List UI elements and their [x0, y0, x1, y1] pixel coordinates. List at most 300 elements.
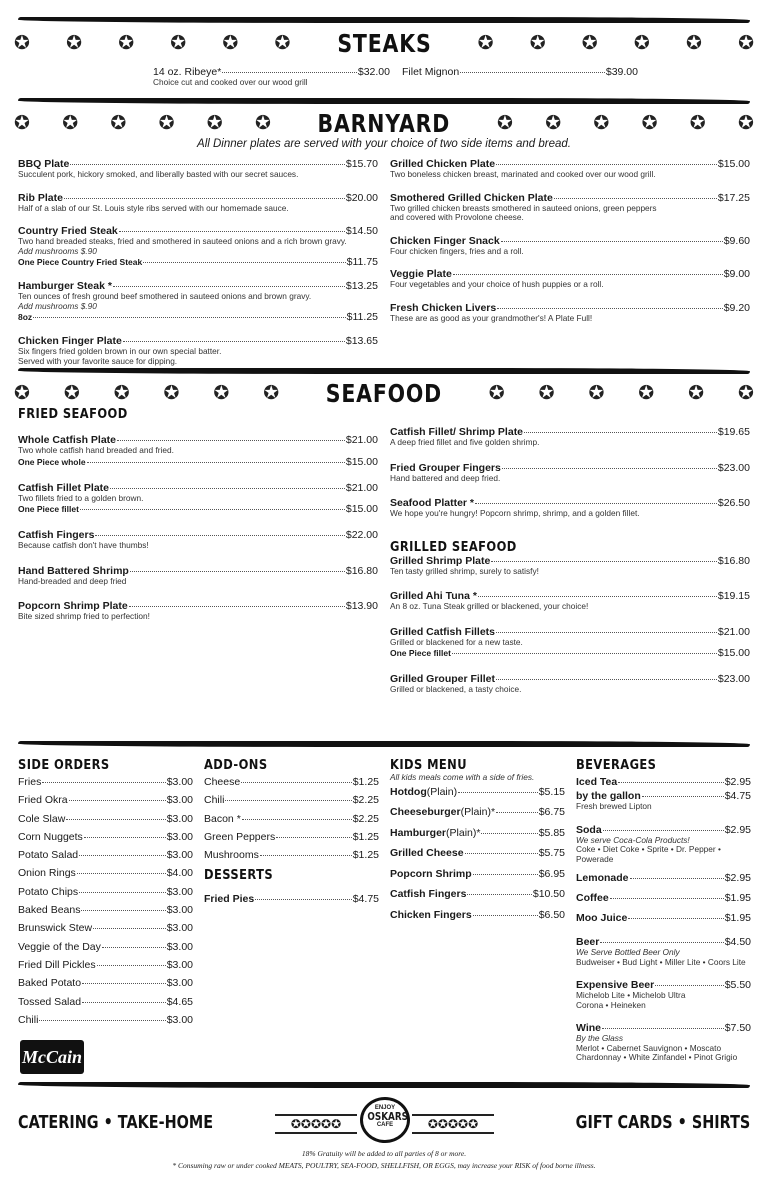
star-icon: ✪ [488, 381, 505, 404]
item-price: $16.80 [345, 564, 378, 577]
fried-seafood-list [18, 434, 378, 622]
item-row [576, 912, 751, 924]
item-name-text: Catfish Fingers [18, 529, 95, 541]
dot-leader [97, 965, 166, 966]
item-desc: Choice cut and cooked over our wood grill [153, 77, 308, 87]
star-icon: ✪ [593, 111, 610, 134]
item-desc: Fresh brewed Lipton [576, 801, 652, 811]
dot-leader [496, 632, 717, 633]
menu-item [18, 794, 193, 806]
item-price: $3.00 [166, 922, 193, 935]
star-icon: ✪ [685, 31, 702, 54]
item-name-text: Fried Pies [204, 893, 255, 906]
star-icon: ✪ [263, 381, 280, 404]
item-row [18, 831, 193, 843]
item-price: $2.95 [724, 823, 751, 836]
item-row [390, 888, 565, 900]
menu-item [390, 806, 565, 818]
star-icon: ✪ [163, 381, 180, 404]
dot-leader [452, 653, 717, 654]
item-name [18, 996, 81, 1008]
menu-item [390, 888, 565, 900]
menu-item [390, 497, 750, 519]
add-ons [204, 757, 379, 912]
item-name [18, 977, 81, 989]
star-icon: ✪ [641, 111, 658, 134]
item-note: By the Glass [576, 1033, 624, 1043]
item-name-text: by the gallon [576, 790, 641, 802]
dot-leader [453, 274, 723, 275]
item-sub-price: $11.25 [346, 311, 378, 323]
dot-leader [87, 462, 345, 463]
dot-leader [618, 782, 723, 783]
item-price: $2.25 [352, 812, 379, 825]
beverages-list [576, 776, 751, 1063]
dot-leader [481, 833, 537, 834]
item-name [18, 904, 80, 916]
item-name-text: Hand Battered Shrimp [18, 564, 129, 577]
item-price: $21.00 [345, 434, 378, 446]
item-name: Filet Mignon [402, 66, 460, 78]
item-row [204, 794, 379, 806]
menu-item [18, 434, 378, 468]
star-icon: ✪ [254, 111, 271, 134]
item-note: We Serve Bottled Beer Only [576, 947, 680, 957]
menu-item [18, 996, 193, 1008]
item-name-text: Country Fried Steak [18, 225, 118, 237]
dot-leader [491, 561, 717, 562]
dot-leader [42, 782, 165, 783]
dot-leader [465, 853, 538, 854]
item-row [18, 886, 193, 898]
star-icon: ✪ [538, 381, 555, 404]
menu-item [390, 462, 750, 484]
dot-leader [81, 910, 165, 911]
menu-item [390, 268, 750, 290]
steak-filet [402, 66, 638, 78]
item-price: $6.50 [538, 908, 565, 921]
item-sub-name: One Piece fillet [390, 648, 451, 658]
item-price: $3.00 [166, 1013, 193, 1026]
item-price: $26.50 [717, 497, 750, 509]
star-icon: ✪ [113, 381, 130, 404]
item-price: $23.00 [717, 461, 750, 474]
item-name-text: Veggie Plate [390, 268, 452, 280]
item-sub-row [18, 256, 378, 268]
menu-item [18, 192, 378, 214]
item-name [390, 868, 472, 880]
item-row [390, 626, 750, 638]
item-sub-price: $15.00 [717, 647, 750, 659]
item-name: 14 oz. Ribeye* [153, 66, 222, 78]
item-name-text: Hamburger [390, 826, 447, 839]
dot-leader [467, 894, 531, 895]
item-name-text: Wine [576, 1022, 601, 1034]
item-name [576, 912, 627, 924]
item-name [204, 831, 275, 843]
item-price: $14.50 [345, 225, 378, 237]
item-price: $7.50 [724, 1022, 751, 1034]
item-row [204, 849, 379, 861]
dot-leader [497, 308, 723, 309]
item-row [390, 868, 565, 880]
menu-item [576, 824, 751, 865]
item-row [204, 893, 379, 905]
dot-leader [502, 468, 717, 469]
dot-leader [119, 231, 345, 232]
item-row [18, 776, 193, 788]
menu-item [18, 867, 193, 879]
item-plain-label: (Plain)* [460, 806, 496, 818]
item-price: $9.00 [723, 268, 750, 280]
item-row [390, 235, 750, 247]
item-sub-price: $15.00 [345, 455, 378, 468]
item-desc: Chardonnay • White Zinfandel • Pinot Grigio [576, 1052, 738, 1062]
dot-leader [93, 928, 166, 929]
dot-leader [113, 286, 345, 287]
menu-item [204, 794, 379, 806]
logo-bottom-text: CAFE [376, 1122, 394, 1128]
item-note: We serve Coca-Cola Products! [576, 834, 690, 845]
star-icon: ✪ [545, 111, 562, 134]
gift-cards-banner: GIFT CARDS • SHIRTS [575, 1112, 750, 1133]
item-desc: Two fillets fried to a golden brown. [18, 492, 144, 503]
menu-item [576, 912, 751, 924]
menu-item [390, 158, 750, 180]
item-price: $3.00 [166, 904, 193, 917]
item-price: $3.00 [166, 885, 193, 898]
desserts-heading: DESSERTS [204, 867, 274, 884]
item-price: $6.95 [538, 867, 565, 880]
star-icon: ✪ [497, 111, 513, 134]
item-name-text: Soda [576, 823, 602, 836]
item-name [576, 776, 617, 788]
star-icon: ✪ [529, 31, 546, 54]
menu-item [18, 886, 193, 898]
menu-item [18, 849, 193, 861]
item-row [18, 922, 193, 934]
item-name-text: Bacon * [204, 812, 241, 825]
item-name [18, 794, 68, 806]
menu-item [390, 868, 565, 880]
menu-item [390, 302, 750, 324]
item-name-text: Grilled Grouper Fillet [390, 673, 496, 685]
item-desc: Coke • Diet Coke • Sprite • Dr. Pepper • Powerade [576, 844, 721, 864]
menu-item [18, 813, 193, 825]
item-desc: Two hand breaded steaks, fried and smothered in sauteed onions and a rich brown gravy. [18, 236, 347, 246]
logo-top-text: ENJOY [374, 1105, 396, 1111]
item-price: $21.00 [717, 625, 750, 638]
item-plain-label: (Plain)* [446, 826, 481, 839]
dot-leader [130, 571, 345, 572]
item-desc: Served with your favorite sauce for dipping. [18, 355, 178, 366]
item-price: $2.95 [724, 776, 751, 788]
item-row [390, 302, 750, 314]
item-price: $13.90 [345, 600, 378, 612]
section-title: BARNYARD [317, 108, 451, 138]
dot-leader [79, 855, 166, 856]
item-name [18, 776, 41, 788]
item-row [18, 904, 193, 916]
item-name [204, 794, 224, 806]
fried-seafood-list-right [390, 426, 750, 519]
star-icon: ✪ [588, 381, 605, 404]
item-row [390, 806, 565, 818]
item-name [18, 922, 92, 934]
kids-menu-heading: KIDS MENU [390, 757, 467, 773]
item-row [390, 847, 565, 859]
dot-leader [255, 899, 352, 900]
star-icon: ✪ [689, 111, 706, 134]
star-icon: ✪ [14, 31, 30, 54]
fried-seafood-heading: FRIED SEAFOOD [18, 406, 128, 422]
item-desc: Four chicken fingers, fries and a roll. [390, 245, 524, 256]
item-name [18, 482, 109, 494]
star-icon: ✪ [14, 381, 30, 404]
star-icon: ✪ [638, 381, 655, 404]
item-price: $5.75 [538, 847, 565, 859]
item-name-text: Seafood Platter * [390, 497, 475, 509]
kids-note: All kids meals come with a side of fries. [390, 772, 535, 782]
seafood-right [390, 426, 750, 709]
item-row [18, 849, 193, 861]
side-orders-list [18, 776, 193, 1026]
logo-name-text: OSKARS [367, 1110, 408, 1123]
menu-item [18, 1014, 193, 1026]
dot-leader [260, 855, 352, 856]
item-name-text: Chili [18, 1013, 39, 1026]
divider [18, 368, 750, 374]
item-name-text: Iced Tea [576, 776, 618, 788]
item-name [204, 776, 240, 788]
item-name-text: Brunswick Stew [18, 922, 93, 935]
item-row [576, 776, 751, 788]
item-name-text: Coffee [576, 892, 609, 904]
item-desc: Hand-breaded and deep fried [18, 575, 127, 586]
item-price: $23.00 [717, 673, 750, 685]
item-row [204, 831, 379, 843]
item-desc: and covered with Provolone cheese. [390, 212, 524, 222]
menu-item [18, 158, 378, 180]
dot-leader [102, 947, 166, 948]
dot-leader [554, 198, 717, 199]
item-desc: Two grilled chicken breasts smothered in sauteed onions, green peppers [390, 202, 657, 213]
item-name [18, 813, 65, 825]
seafood-left [18, 406, 378, 636]
item-name-text: Catfish Fillet/ Shrimp Plate [390, 426, 524, 438]
item-name [576, 892, 609, 904]
item-note: Add mushrooms $.90 [18, 300, 97, 311]
item-row [390, 909, 565, 921]
item-name [390, 847, 464, 859]
item-name [18, 959, 96, 971]
item-name [390, 235, 500, 247]
item-name-text: Mushrooms [204, 849, 259, 862]
item-name [204, 813, 241, 825]
item-desc: Hand battered and deep fried. [390, 472, 501, 483]
item-sub-row [18, 311, 378, 323]
item-row [18, 867, 193, 879]
item-name-text: Hamburger Steak * [18, 280, 112, 292]
item-desc: We hope you're hungry! Popcorn shrimp, shrimp, and a golden fillet. [390, 508, 640, 518]
mccain-logo [20, 1040, 84, 1074]
item-name [576, 872, 629, 884]
dot-leader [241, 782, 352, 783]
item-row [204, 813, 379, 825]
seafood-header [14, 378, 754, 408]
menu-item [204, 813, 379, 825]
menu-item [18, 941, 193, 953]
item-name-text: Smothered Grilled Chicken Plate [390, 191, 553, 204]
dot-leader [628, 918, 723, 919]
star-icon: ✪ [206, 111, 223, 134]
grilled-seafood-list [390, 555, 750, 695]
menu-item [390, 426, 750, 448]
menu-item [576, 1022, 751, 1063]
item-desc: Six fingers fried golden brown in our own special batter. [18, 346, 222, 356]
menu-item [390, 673, 750, 695]
item-price: $4.75 [352, 893, 379, 906]
item-price: $5.15 [538, 785, 565, 798]
item-name-text: Hotdog [390, 785, 427, 798]
item-name [390, 555, 490, 567]
item-name-text: Tossed Salad [18, 995, 82, 1008]
menu-item [390, 847, 565, 859]
star-icon: ✪ [737, 111, 754, 134]
item-price: $3.00 [166, 977, 193, 990]
item-name [390, 888, 466, 900]
item-row [18, 192, 378, 204]
item-price: $1.95 [724, 892, 751, 904]
item-name [390, 786, 457, 798]
divider [18, 98, 750, 104]
item-price: $5.85 [538, 826, 565, 839]
item-price: $5.50 [724, 979, 751, 991]
star-icon: ✪ [110, 111, 127, 134]
dot-leader [602, 1028, 724, 1029]
dot-leader [242, 819, 352, 820]
item-desc: An 8 oz. Tuna Steak grilled or blackened, your choice! [390, 601, 589, 611]
item-row [576, 892, 751, 904]
dot-leader [458, 792, 538, 793]
item-name-text: Fried Grouper Fingers [390, 461, 501, 474]
dot-leader [642, 796, 724, 797]
item-name-text: Cheeseburger [390, 806, 461, 818]
item-price: $19.65 [717, 426, 750, 438]
dot-leader [496, 164, 717, 165]
star-icon: ✪ [170, 31, 187, 54]
star-icon: ✪ [222, 31, 239, 54]
item-row [18, 1014, 193, 1026]
item-name-text: Cheese [204, 776, 241, 788]
item-name-text: Grilled Shrimp Plate [390, 554, 491, 567]
item-row [18, 565, 378, 577]
catering-banner: CATERING • TAKE-HOME [18, 1112, 214, 1133]
dot-leader [655, 985, 724, 986]
star-icon: ✪ [738, 31, 754, 54]
star-icon: ✪ [213, 381, 230, 404]
menu-item [390, 555, 750, 577]
item-desc: A deep fried fillet and five golden shrimp. [390, 437, 540, 447]
star-icon: ✪ [633, 31, 650, 54]
dot-leader [475, 503, 717, 504]
item-price: $3.00 [166, 776, 193, 788]
item-price: $4.65 [166, 995, 193, 1008]
menu-item [204, 776, 379, 788]
dot-leader [110, 488, 345, 489]
item-desc: Bite sized shrimp fried to perfection! [18, 611, 150, 621]
item-sub-row [18, 503, 378, 515]
item-price: $13.65 [345, 335, 378, 347]
dot-leader [95, 535, 344, 536]
menu-item [576, 936, 751, 967]
item-name [18, 941, 101, 953]
item-price: $2.95 [724, 872, 751, 884]
dot-leader [524, 432, 717, 433]
steaks-header [14, 28, 754, 58]
menu-item [576, 776, 751, 788]
item-price: $1.25 [352, 830, 379, 843]
item-price: $3.00 [166, 830, 193, 843]
item-price: $3.00 [166, 849, 193, 862]
item-desc: Succulent pork, hickory smoked, and liberally basted with our secret sauces. [18, 169, 299, 179]
item-note: Add mushrooms $.90 [18, 245, 97, 256]
star-icon: ✪ [737, 381, 754, 404]
dot-leader [496, 812, 538, 813]
dot-leader [600, 942, 723, 943]
item-name-text: Baked Potato [18, 977, 82, 990]
item-price: $3.00 [166, 958, 193, 971]
item-name-text: Baked Beans [18, 904, 81, 917]
food-warning: * Consuming raw or under cooked MEATS, POULTRY, SEA-FOOD, SHELLFISH, OR EGGS, may increase your RISK of food borne illness. [172, 1161, 596, 1170]
dot-leader [82, 1002, 166, 1003]
star-icon: ✪ [477, 31, 494, 54]
item-sub-name: 8oz [18, 312, 33, 322]
item-name-text: Cole Slaw [18, 812, 66, 825]
add-ons-list [204, 776, 379, 861]
dot-leader [84, 837, 166, 838]
item-sub-row [18, 456, 378, 468]
item-name-text: Popcorn Shrimp Plate [18, 600, 128, 612]
item-price: $3.00 [166, 812, 193, 825]
item-name-text: Grilled Catfish Fillets [390, 625, 496, 638]
item-desc: Ten ounces of fresh ground beef smothered in sauteed onions and brown gravy. [18, 291, 312, 301]
item-name [204, 893, 254, 905]
dot-leader [603, 830, 724, 831]
item-row [18, 794, 193, 806]
item-name [18, 867, 76, 879]
menu-item [18, 600, 378, 622]
item-price: $1.95 [724, 912, 751, 924]
dot-leader [630, 878, 724, 879]
item-name-text: Moo Juice [576, 912, 628, 924]
item-price: $1.25 [352, 776, 379, 788]
star-icon: ✪ [66, 31, 83, 54]
item-desc: Ten tasty grilled shrimp, surely to satisfy! [390, 565, 539, 576]
dot-leader [473, 874, 538, 875]
item-row [18, 482, 378, 494]
menu-item [18, 977, 193, 989]
item-name-text: Fried Dill Pickles [18, 958, 96, 971]
dot-leader [123, 341, 345, 342]
barnyard-right [390, 158, 750, 335]
item-name [390, 909, 472, 921]
menu-item [18, 280, 378, 323]
barnyard-subtitle: All Dinner plates are served with your choice of two side items and bread. [197, 138, 571, 150]
item-price: $17.25 [717, 191, 750, 204]
star-icon: ✪ [62, 111, 79, 134]
dot-leader [473, 915, 538, 916]
